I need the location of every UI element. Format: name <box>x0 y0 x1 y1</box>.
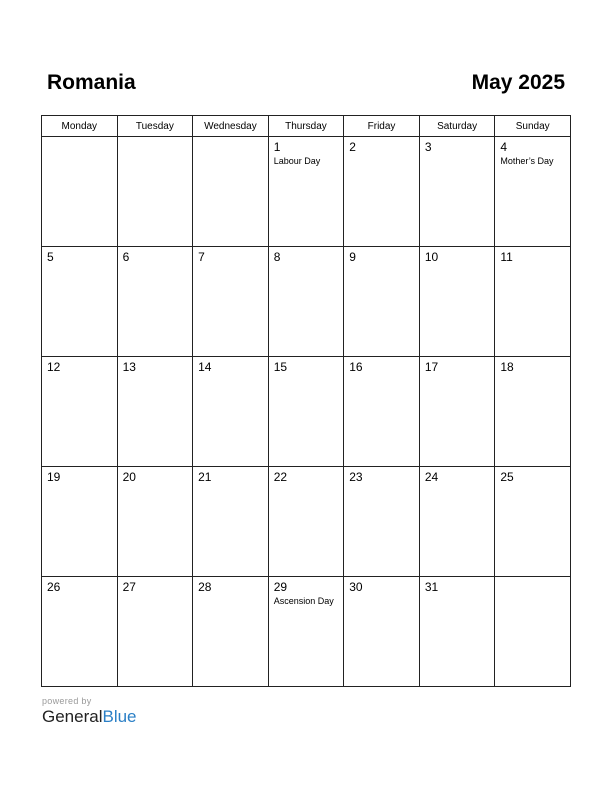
day-cell <box>117 137 193 247</box>
day-cell <box>495 467 571 577</box>
day-cell <box>419 137 495 247</box>
day-cell <box>268 357 344 467</box>
holiday-label <box>344 594 419 595</box>
day-cell <box>42 357 118 467</box>
day-number: 22 <box>273 470 288 484</box>
day-cell <box>268 467 344 577</box>
day-cell <box>42 467 118 577</box>
holiday-label <box>42 594 117 595</box>
holiday-label <box>495 374 570 375</box>
day-cell <box>193 137 269 247</box>
brand-logo <box>42 707 137 727</box>
holiday-label <box>344 374 419 375</box>
country-title: Romania <box>47 71 136 94</box>
day-number: 24 <box>424 470 439 484</box>
holiday-label: Mother’s Day <box>500 156 554 166</box>
week-row <box>42 247 571 357</box>
brand-name-part2: Blue <box>102 707 137 726</box>
day-cell <box>344 357 420 467</box>
holiday-label <box>344 264 419 265</box>
day-number: 15 <box>273 360 288 374</box>
day-number: 4 <box>500 140 508 154</box>
holiday-label <box>118 140 193 141</box>
day-cell <box>193 467 269 577</box>
holiday-label <box>42 374 117 375</box>
day-number: 23 <box>349 470 363 484</box>
holiday-label <box>420 264 495 265</box>
holiday-label: Ascension Day <box>273 596 334 606</box>
weekday-header: Wednesday <box>193 116 269 137</box>
day-number: 17 <box>424 360 439 374</box>
day-number: 19 <box>47 470 61 484</box>
day-number: 5 <box>47 250 54 264</box>
footer <box>42 696 137 727</box>
day-cell <box>268 577 344 687</box>
day-number: 13 <box>122 360 136 374</box>
day-cell <box>117 577 193 687</box>
day-number: 18 <box>500 360 514 374</box>
day-cell <box>193 357 269 467</box>
weekday-header: Thursday <box>268 116 344 137</box>
day-number: 6 <box>122 250 130 264</box>
day-cell <box>42 137 118 247</box>
holiday-label <box>269 484 344 485</box>
holiday-label <box>495 580 570 581</box>
week-row <box>42 357 571 467</box>
month-year-title: May 2025 <box>471 71 565 94</box>
holiday-label <box>118 264 193 265</box>
day-number: 12 <box>47 360 61 374</box>
day-number: 16 <box>349 360 363 374</box>
day-number: 3 <box>424 140 432 154</box>
calendar-grid <box>41 115 571 687</box>
day-cell <box>495 247 571 357</box>
day-number: 14 <box>198 360 212 374</box>
holiday-label <box>118 594 193 595</box>
brand-name-part1: General <box>42 707 103 726</box>
holiday-label <box>193 374 268 375</box>
day-cell <box>193 247 269 357</box>
holiday-label <box>495 484 570 485</box>
weekday-header-row <box>42 116 571 137</box>
day-number: 31 <box>424 580 439 594</box>
holiday-label <box>269 264 344 265</box>
weekday-header: Tuesday <box>117 116 193 137</box>
holiday-label <box>193 484 268 485</box>
holiday-label <box>269 374 344 375</box>
holiday-label <box>420 154 495 155</box>
day-number: 20 <box>122 470 136 484</box>
day-cell <box>193 577 269 687</box>
weekday-header: Monday <box>42 116 118 137</box>
day-cell <box>344 137 420 247</box>
holiday-label <box>495 264 570 265</box>
day-number: 9 <box>349 250 356 264</box>
day-number: 8 <box>273 250 281 264</box>
weekday-header: Sunday <box>495 116 571 137</box>
day-cell <box>419 247 495 357</box>
day-cell <box>117 467 193 577</box>
day-cell <box>344 467 420 577</box>
powered-by-label: powered by <box>42 696 92 706</box>
day-cell <box>419 577 495 687</box>
day-number: 29 <box>273 580 288 594</box>
day-cell <box>117 247 193 357</box>
day-cell <box>419 467 495 577</box>
holiday-label: Labour Day <box>273 156 321 166</box>
day-number: 7 <box>198 250 205 264</box>
day-number: 26 <box>47 580 61 594</box>
day-cell <box>495 137 571 247</box>
day-number: 2 <box>349 140 356 154</box>
day-number: 21 <box>198 470 212 484</box>
weekday-header: Friday <box>344 116 420 137</box>
day-cell <box>495 357 571 467</box>
day-number: 11 <box>500 250 513 264</box>
day-cell <box>117 357 193 467</box>
day-cell <box>42 247 118 357</box>
day-number: 30 <box>349 580 363 594</box>
day-number: 10 <box>424 250 439 264</box>
holiday-label <box>118 484 193 485</box>
holiday-label <box>42 140 117 141</box>
week-row <box>42 467 571 577</box>
day-cell <box>268 137 344 247</box>
holiday-label <box>193 264 268 265</box>
holiday-label <box>420 484 495 485</box>
holiday-label <box>420 374 495 375</box>
day-number: 28 <box>198 580 212 594</box>
day-cell <box>42 577 118 687</box>
day-number: 1 <box>273 140 281 154</box>
day-number: 25 <box>500 470 514 484</box>
day-number: 27 <box>122 580 136 594</box>
day-cell <box>344 577 420 687</box>
holiday-label <box>344 484 419 485</box>
day-cell <box>419 357 495 467</box>
week-row <box>42 577 571 687</box>
holiday-label <box>193 140 268 141</box>
weekday-header: Saturday <box>419 116 495 137</box>
week-row <box>42 137 571 247</box>
holiday-label <box>42 264 117 265</box>
holiday-label <box>118 374 193 375</box>
holiday-label <box>42 484 117 485</box>
holiday-label <box>193 594 268 595</box>
day-cell <box>344 247 420 357</box>
day-cell <box>495 577 571 687</box>
day-cell <box>268 247 344 357</box>
holiday-label <box>344 154 419 155</box>
holiday-label <box>420 594 495 595</box>
